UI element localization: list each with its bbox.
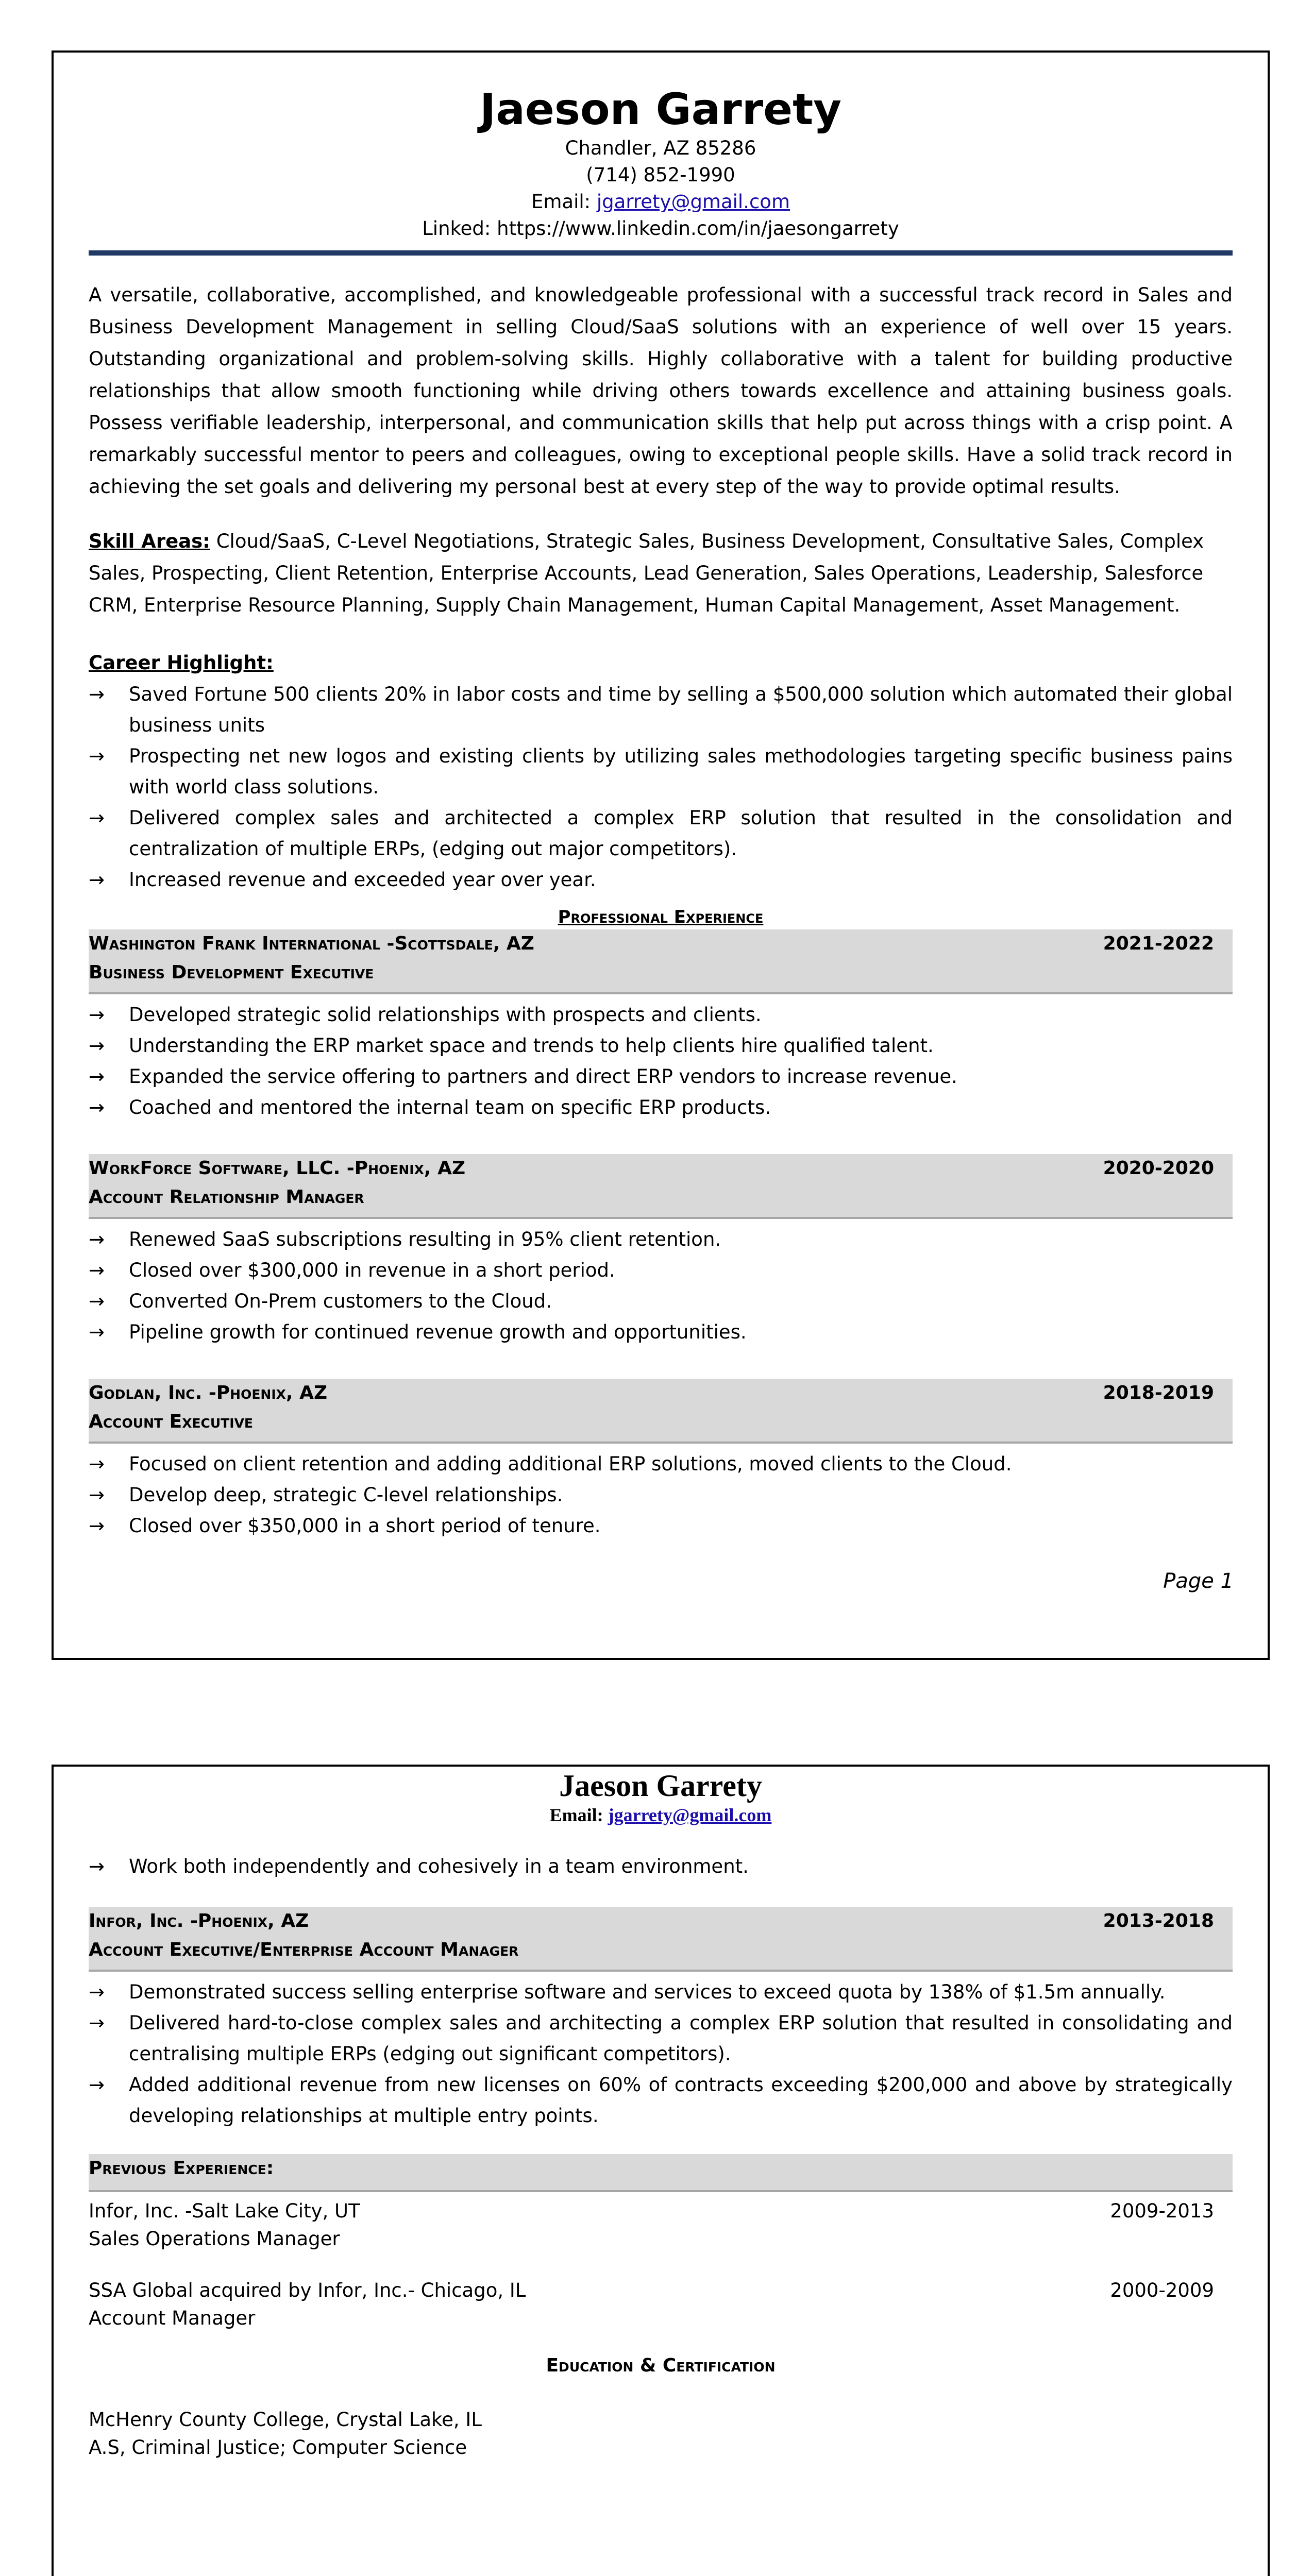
arrow-icon: → [89, 1484, 105, 1506]
candidate-name: Jaeson Garrety [479, 84, 842, 134]
arrow-icon: → [89, 1228, 105, 1250]
list-item: → Converted On-Prem customers to the Cloud. [89, 1286, 1233, 1317]
previous-title: Account Manager [89, 2307, 256, 2329]
skill-areas [89, 526, 1233, 621]
list-item: → Focused on client retention and adding additional ERP solutions, moved clients to the Cloud. [89, 1449, 1233, 1480]
job-company: Infor, Inc. -Phoenix, AZ [89, 1910, 309, 1931]
education-entry [89, 2406, 1233, 2462]
job-bullets [89, 1449, 1233, 1541]
linkedin: Linked: https://www.linkedin.com/in/jaesongarrety [422, 217, 899, 240]
arrow-icon: → [89, 869, 105, 891]
job-header [89, 929, 1233, 994]
arrow-icon: → [89, 1290, 105, 1312]
list-item: → Delivered complex sales and architected a complex ERP solution that resulted in the consolidation and centralization of multiple ERPs, (edging out major competitors). [89, 803, 1233, 865]
list-item: → Work both independently and cohesively in a team environment. [89, 1851, 1233, 1882]
arrow-icon: → [89, 1259, 105, 1281]
page-number: Page 1 [1163, 1569, 1234, 1593]
arrow-icon: → [89, 807, 105, 829]
arrow-icon: → [89, 2074, 105, 2096]
job-company: WorkForce Software, LLC. -Phoenix, AZ [89, 1158, 466, 1179]
list-item: → Expanded the service offering to partners and direct ERP vendors to increase revenue. [89, 1061, 1233, 1092]
list-item: → Demonstrated success selling enterprise software and services to exceed quota by 138% of $1.5m annually. [89, 1977, 1233, 2008]
arrow-icon: → [89, 745, 105, 767]
arrow-icon: → [89, 1515, 105, 1537]
professional-experience-heading: Professional Experience [558, 907, 764, 927]
summary: A versatile, collaborative, accomplished, and knowledgeable professional with a successful track record in Sales and Business Development Management in selling Cloud/SaaS solutions with an experience of well over 15 years. Outstanding organizational and problem-solving skills. Highly collaborative with a talent for building productive relationships that allow smooth functioning while driving others towards excellence and attaining business goals. Possess verifiable leadership, interpersonal, and communication skills that help put across things with a crisp point. A remarkably successful mentor to peers and colleagues, owing to exceptional people skills. Have a solid track record in achieving the set goals and delivering my personal best at every step of the way to provide optimal results. [89, 284, 1233, 498]
arrow-icon: → [89, 1035, 105, 1057]
list-item: → Closed over $300,000 in revenue in a short period. [89, 1255, 1233, 1286]
resume-page-1 [52, 50, 1270, 1660]
arrow-icon: → [89, 1065, 105, 1088]
arrow-icon: → [89, 2012, 105, 2034]
list-item: → Develop deep, strategic C-level relationships. [89, 1480, 1233, 1511]
job-title: Account Executive [89, 1411, 253, 1432]
job-bullets [89, 999, 1233, 1123]
email-line [89, 189, 1233, 215]
job-company: Godlan, Inc. -Phoenix, AZ [89, 1382, 328, 1403]
list-item: → Delivered hard-to-close complex sales and architecting a complex ERP solution that resulted in consolidating and centralising multiple ERPs (edging out significant competitors). [89, 2008, 1233, 2070]
job-dates: 2018-2019 [1103, 1382, 1214, 1403]
job-header [89, 1154, 1233, 1219]
previous-experience-heading: Previous Experience: [89, 2154, 1233, 2192]
job-header [89, 1907, 1233, 1972]
degree: A.S, Criminal Justice; Computer Science [89, 2436, 467, 2459]
arrow-icon: → [89, 1321, 105, 1343]
arrow-icon: → [89, 1096, 105, 1118]
arrow-icon: → [89, 1453, 105, 1475]
previous-dates: 2000-2009 [1110, 2279, 1214, 2301]
page-2-content [89, 1767, 1233, 2462]
school: McHenry County College, Crystal Lake, IL [89, 2409, 482, 2431]
email-link[interactable]: jgarrety@gmail.com [596, 191, 790, 213]
job-title: Account Executive/Enterprise Account Manager [89, 1939, 519, 1960]
email-label: Email: [549, 1805, 608, 1825]
email-label: Email: [531, 191, 597, 213]
email-line [89, 1804, 1233, 1826]
carry-over-bullets [89, 1851, 1233, 1882]
resume-page-2 [52, 1765, 1270, 2576]
arrow-icon: → [89, 1004, 105, 1026]
location: Chandler, AZ 85286 [565, 137, 756, 159]
job-title: Account Relationship Manager [89, 1187, 364, 1208]
job-company: Washington Frank International -Scottsdale, AZ [89, 933, 534, 954]
job-dates: 2021-2022 [1103, 933, 1214, 954]
skill-areas-text: Cloud/SaaS, C-Level Negotiations, Strategic Sales, Business Development, Consultative Sales, Complex Sales, Prospecting, Client Retention, Enterprise Accounts, Lead Generation, Sales Operations, Leadership, Salesforce CRM, Enterprise Resource Planning, Supply Chain Management, Human Capital Management, Asset Management. [89, 530, 1204, 616]
previous-title: Sales Operations Manager [89, 2228, 340, 2250]
header-divider [89, 250, 1233, 256]
arrow-icon: → [89, 1981, 105, 2003]
candidate-name: Jaeson Garrety [559, 1769, 762, 1803]
list-item: → Coached and mentored the internal team on specific ERP products. [89, 1092, 1233, 1123]
career-highlights [89, 679, 1233, 895]
phone: (714) 852-1990 [586, 164, 735, 186]
list-item: → Pipeline growth for continued revenue growth and opportunities. [89, 1317, 1233, 1348]
list-item: → Increased revenue and exceeded year over year. [89, 865, 1233, 895]
list-item: → Saved Fortune 500 clients 20% in labor costs and time by selling a $500,000 solution which automated their global business units [89, 679, 1233, 741]
job-dates: 2013-2018 [1103, 1910, 1214, 1931]
previous-dates: 2009-2013 [1110, 2200, 1214, 2222]
skill-areas-label: Skill Areas: [89, 530, 210, 552]
list-item: → Developed strategic solid relationships with prospects and clients. [89, 999, 1233, 1030]
list-item: → Prospecting net new logos and existing clients by utilizing sales methodologies targeting specific business pains with world class solutions. [89, 741, 1233, 803]
job-header [89, 1379, 1233, 1444]
arrow-icon: → [89, 683, 105, 705]
job-bullets [89, 1224, 1233, 1348]
list-item: → Added additional revenue from new licenses on 60% of contracts exceeding $200,000 and above by strategically developing relationships at multiple entry points. [89, 2070, 1233, 2131]
previous-company: SSA Global acquired by Infor, Inc.- Chicago, IL [89, 2279, 526, 2301]
previous-company: Infor, Inc. -Salt Lake City, UT [89, 2200, 360, 2222]
list-item: → Understanding the ERP market space and trends to help clients hire qualified talent. [89, 1030, 1233, 1061]
career-highlight-heading: Career Highlight: [89, 652, 274, 674]
education-heading: Education & Certification [546, 2355, 776, 2376]
list-item: → Closed over $350,000 in a short period of tenure. [89, 1511, 1233, 1541]
email-link[interactable]: jgarrety@gmail.com [608, 1805, 772, 1825]
list-item: → Renewed SaaS subscriptions resulting in 95% client retention. [89, 1224, 1233, 1255]
job-title: Business Development Executive [89, 962, 374, 983]
job-bullets [89, 1977, 1233, 2131]
job-dates: 2020-2020 [1103, 1158, 1214, 1179]
page-1-content [89, 53, 1233, 1541]
arrow-icon: → [89, 1855, 105, 1877]
previous-role [89, 2277, 1233, 2332]
previous-role [89, 2197, 1233, 2253]
